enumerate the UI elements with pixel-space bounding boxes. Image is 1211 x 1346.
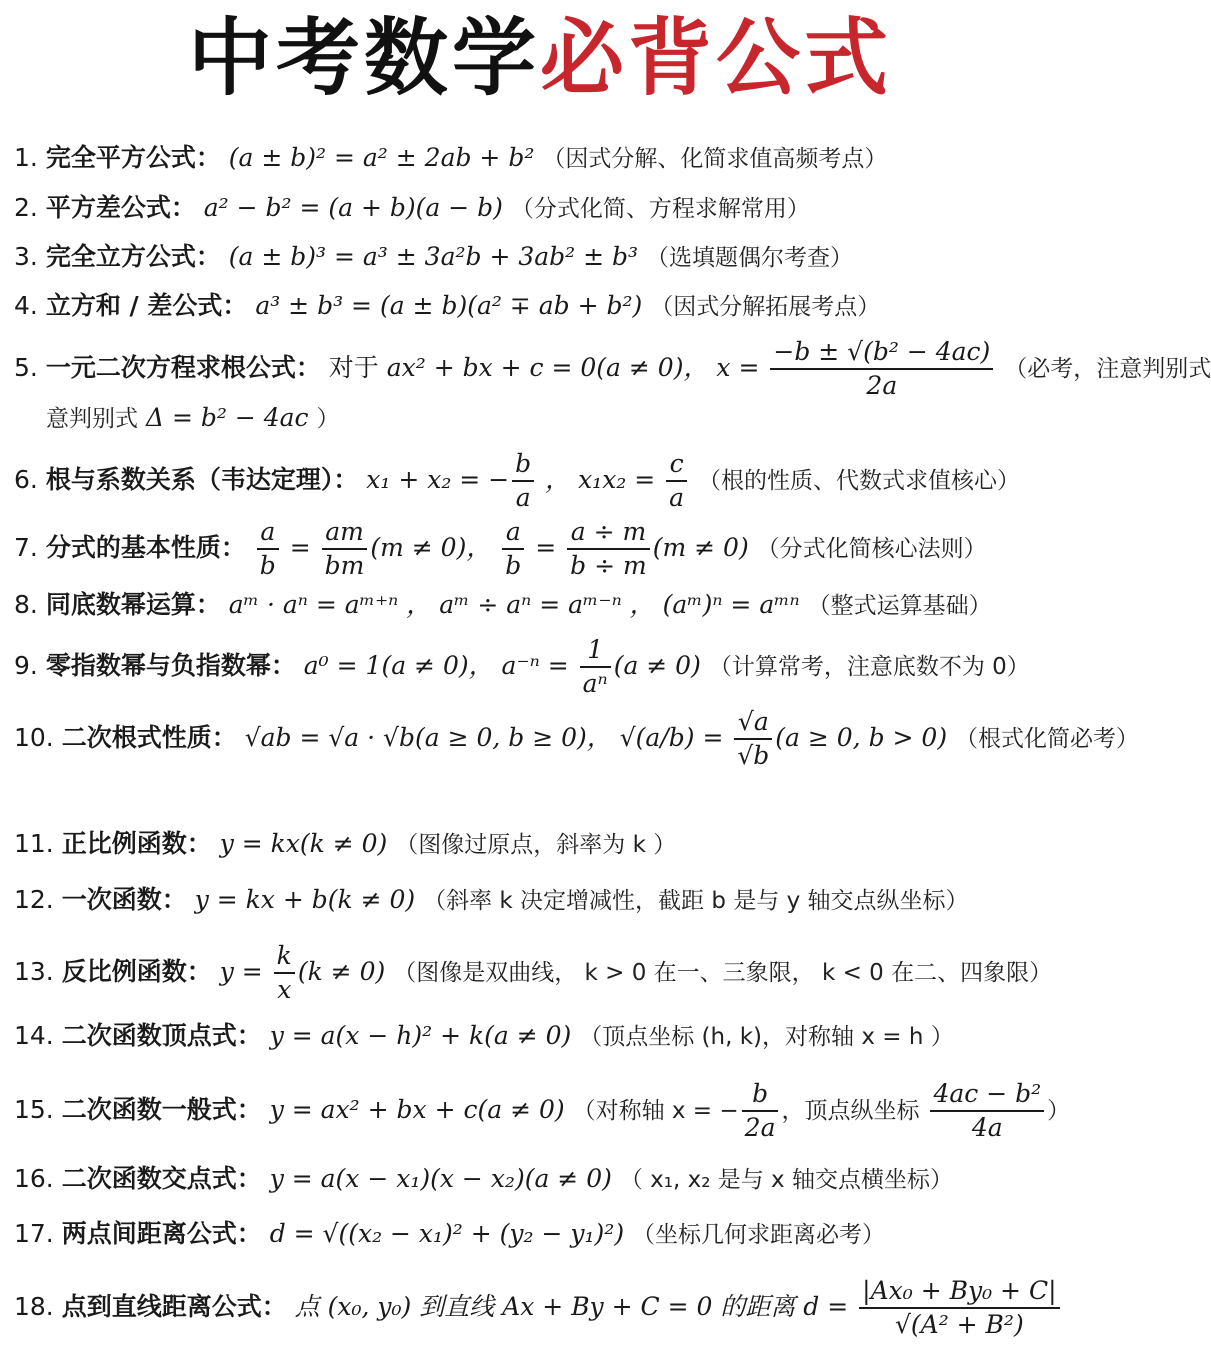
- fraction-numerator: −b ± √(b² − 4ac): [773, 337, 991, 366]
- item-number: 4.: [14, 291, 38, 320]
- item-note: （分式化简、方程求解常用）: [510, 196, 810, 222]
- formula: √ab = √a · √b(a ≥ 0, b ≥ 0)， √(a/b) =: [244, 723, 724, 752]
- formula-item-6: [14, 448, 1068, 514]
- item-name: 二次根式性质：: [61, 723, 237, 752]
- item-note-end: ）: [316, 406, 340, 432]
- formula-item-13: [14, 940, 1068, 1006]
- fraction-numerator: c: [669, 449, 684, 478]
- condition: (k ≠ 0): [297, 957, 386, 986]
- fraction-denominator: b: [257, 548, 279, 582]
- formula: y = ax² + bx + c(a ≠ 0): [269, 1095, 565, 1124]
- item-note: （根式化简必考）: [955, 726, 1140, 752]
- equals: =: [535, 533, 557, 562]
- formula-item-8: [14, 589, 1068, 622]
- formula-item-17: [14, 1218, 1068, 1251]
- fraction: [274, 940, 295, 1006]
- item-name: 平方差公式：: [45, 193, 196, 222]
- formula: aᵐ · aⁿ = aᵐ⁺ⁿ ， aᵐ ÷ aⁿ = aᵐ⁻ⁿ ， (aᵐ)ⁿ = aᵐⁿ: [228, 590, 800, 619]
- item-note-cont: 意判别式: [46, 406, 138, 432]
- item-number: 6.: [14, 465, 38, 494]
- fraction: [734, 706, 772, 772]
- formula-item-14: [14, 1020, 1068, 1053]
- item-number: 2.: [14, 193, 38, 222]
- fraction: [502, 516, 524, 582]
- item-number: 18.: [14, 1292, 54, 1321]
- formula-item-11: [14, 828, 1068, 861]
- formula: d = √((x₂ − x₁)² + (y₂ − y₁)²): [269, 1219, 625, 1248]
- item-note: （斜率 k 决定增减性，截距 b 是与 y 轴交点纵坐标）: [423, 888, 969, 914]
- page-title: [14, 0, 1066, 112]
- item-note: （对称轴 x = −: [572, 1098, 739, 1124]
- item-number: 1.: [14, 143, 38, 172]
- fraction-denominator: 2a: [742, 1110, 779, 1144]
- item-note: （分式化简核心法则）: [756, 536, 987, 562]
- item-note: ）: [1047, 1098, 1071, 1124]
- fraction-denominator: a: [512, 480, 534, 514]
- item-number: 7.: [14, 533, 38, 562]
- equals: =: [289, 533, 311, 562]
- formula-item-16: [14, 1163, 1068, 1196]
- fraction-numerator: √a: [737, 707, 769, 736]
- formula-item-4: [14, 290, 1068, 323]
- item-name: 两点间距离公式：: [61, 1219, 262, 1248]
- title-red: 必背公式: [540, 9, 893, 107]
- formula-item-5: [14, 336, 1211, 402]
- fraction-denominator: 2a: [770, 368, 993, 402]
- item-number: 8.: [14, 590, 38, 619]
- item-name: 二次函数交点式：: [61, 1164, 262, 1193]
- fraction-numerator: 1: [587, 635, 604, 664]
- item-note: ，顶点纵坐标: [781, 1098, 920, 1124]
- item-note: （顶点坐标 (h, k)，对称轴 x = h ）: [579, 1024, 954, 1050]
- fraction-numerator: a: [260, 517, 276, 546]
- item-name: 正比例函数：: [61, 829, 212, 858]
- formula-item-5-cont: [46, 402, 1068, 435]
- fraction-denominator: b ÷ m: [567, 548, 650, 582]
- fraction-denominator: x: [274, 972, 295, 1006]
- item-number: 9.: [14, 651, 38, 680]
- item-number: 14.: [14, 1021, 54, 1050]
- item-note: （因式分解、化简求值高频考点）: [542, 146, 888, 172]
- item-note: （计算常考，注意底数不为 0）: [708, 654, 1030, 680]
- fraction-numerator: am: [325, 517, 364, 546]
- fraction: [742, 1078, 779, 1144]
- formula-lhs: y =: [219, 957, 263, 986]
- item-name: 零指数幂与负指数幂：: [45, 651, 296, 680]
- item-name: 同底数幂运算：: [45, 590, 221, 619]
- item-note: （因式分解拓展考点）: [650, 294, 881, 320]
- item-note: （必考，注意判别式: [1004, 356, 1211, 382]
- fraction-denominator: aⁿ: [580, 666, 611, 700]
- item-prefix: 对于: [328, 353, 379, 382]
- formula-item-2: [14, 192, 1068, 225]
- item-number: 11.: [14, 829, 54, 858]
- fraction-denominator: b: [502, 548, 524, 582]
- item-note: （图像过原点，斜率为 k ）: [395, 832, 677, 858]
- discriminant: Δ = b² − 4ac: [145, 403, 309, 432]
- item-name: 分式的基本性质：: [45, 533, 246, 562]
- fraction: [770, 336, 993, 402]
- fraction: [666, 448, 687, 514]
- fraction-numerator: k: [276, 941, 292, 970]
- condition: (m ≠ 0)，: [370, 533, 492, 562]
- fraction-denominator: √(A² + B²): [859, 1307, 1059, 1341]
- formula-item-12: [14, 884, 1068, 917]
- item-number: 16.: [14, 1164, 54, 1193]
- formula-1-lhs: x₁ + x₂ = −: [366, 465, 510, 494]
- item-name: 点到直线距离公式：: [61, 1292, 287, 1321]
- item-name: 立方和 / 差公式：: [45, 291, 248, 320]
- formula-item-15: [14, 1078, 1071, 1144]
- condition: (a ≠ 0): [613, 651, 701, 680]
- fraction: [930, 1078, 1044, 1144]
- formula: ax² + bx + c = 0(a ≠ 0)，: [386, 353, 709, 382]
- item-name: 反比例函数：: [61, 957, 212, 986]
- item-note: （ x₁, x₂ 是与 x 轴交点横坐标）: [619, 1167, 953, 1193]
- item-number: 15.: [14, 1095, 54, 1124]
- fraction-denominator: 4a: [930, 1110, 1044, 1144]
- formula: y = kx + b(k ≠ 0): [194, 885, 416, 914]
- item-number: 10.: [14, 723, 54, 752]
- fraction-numerator: 4ac − b²: [933, 1079, 1042, 1108]
- fraction-numerator: a: [505, 517, 521, 546]
- fraction: [580, 634, 611, 700]
- formula: (a ± b)³ = a³ ± 3a²b + 3ab² ± b³: [228, 242, 639, 271]
- fraction-denominator: a: [666, 480, 687, 514]
- fraction: [322, 516, 368, 582]
- fraction-numerator: |Ax₀ + By₀ + C|: [862, 1276, 1057, 1305]
- formula: (a ± b)² = a² ± 2ab + b²: [228, 143, 535, 172]
- item-number: 3.: [14, 242, 38, 271]
- fraction-denominator: √b: [734, 738, 772, 772]
- item-name: 一元二次方程求根公式：: [45, 353, 321, 382]
- fraction-denominator: bm: [322, 548, 368, 582]
- item-note: （选填题偶尔考查）: [646, 245, 853, 271]
- formula-item-1: [14, 142, 1068, 175]
- fraction-numerator: b: [515, 449, 532, 478]
- item-note: （整式运算基础）: [807, 593, 992, 619]
- formula: y = a(x − h)² + k(a ≠ 0): [269, 1021, 572, 1050]
- item-number: 13.: [14, 957, 54, 986]
- formula-item-9: [14, 634, 1068, 700]
- formula: y = a(x − x₁)(x − x₂)(a ≠ 0): [269, 1164, 612, 1193]
- item-note: （图像是双曲线， k > 0 在一、三象限， k < 0 在二、四象限）: [393, 960, 1053, 986]
- item-name: 根与系数关系（韦达定理）：: [45, 465, 359, 494]
- formula-item-3: [14, 241, 1068, 274]
- item-name: 二次函数顶点式：: [61, 1021, 262, 1050]
- item-number: 17.: [14, 1219, 54, 1248]
- formula-item-18: [14, 1275, 1068, 1341]
- formula-item-10: [14, 706, 1140, 772]
- item-name: 完全立方公式：: [45, 242, 221, 271]
- formula-item-7: [14, 516, 1068, 582]
- formula-2-lhs: ， x₁x₂ =: [545, 465, 656, 494]
- item-number: 12.: [14, 885, 54, 914]
- fraction-numerator: b: [752, 1079, 769, 1108]
- item-note: （坐标几何求距离必考）: [632, 1222, 886, 1248]
- condition: (m ≠ 0): [652, 533, 749, 562]
- item-name: 一次函数：: [61, 885, 187, 914]
- formula: a³ ± b³ = (a ± b)(a² ∓ ab + b²): [255, 291, 643, 320]
- fraction: [257, 516, 279, 582]
- fraction: [512, 448, 534, 514]
- fraction: [859, 1275, 1059, 1341]
- formula: a⁰ = 1(a ≠ 0)， a⁻ⁿ =: [303, 651, 569, 680]
- formula: y = kx(k ≠ 0): [219, 829, 388, 858]
- fraction: [567, 516, 650, 582]
- fraction-numerator: a ÷ m: [570, 517, 647, 546]
- item-note: （根的性质、代数式求值核心）: [698, 468, 1021, 494]
- condition: (a ≥ 0, b > 0): [775, 723, 948, 752]
- formula: a² − b² = (a + b)(a − b): [203, 193, 503, 222]
- title-black: 中考数学: [187, 9, 540, 107]
- formula-lhs: x =: [716, 353, 760, 382]
- item-name: 二次函数一般式：: [61, 1095, 262, 1124]
- item-number: 5.: [14, 353, 38, 382]
- item-name: 完全平方公式：: [45, 143, 221, 172]
- formula: 点 (x₀, y₀) 到直线 Ax + By + C = 0 的距离 d =: [294, 1292, 849, 1321]
